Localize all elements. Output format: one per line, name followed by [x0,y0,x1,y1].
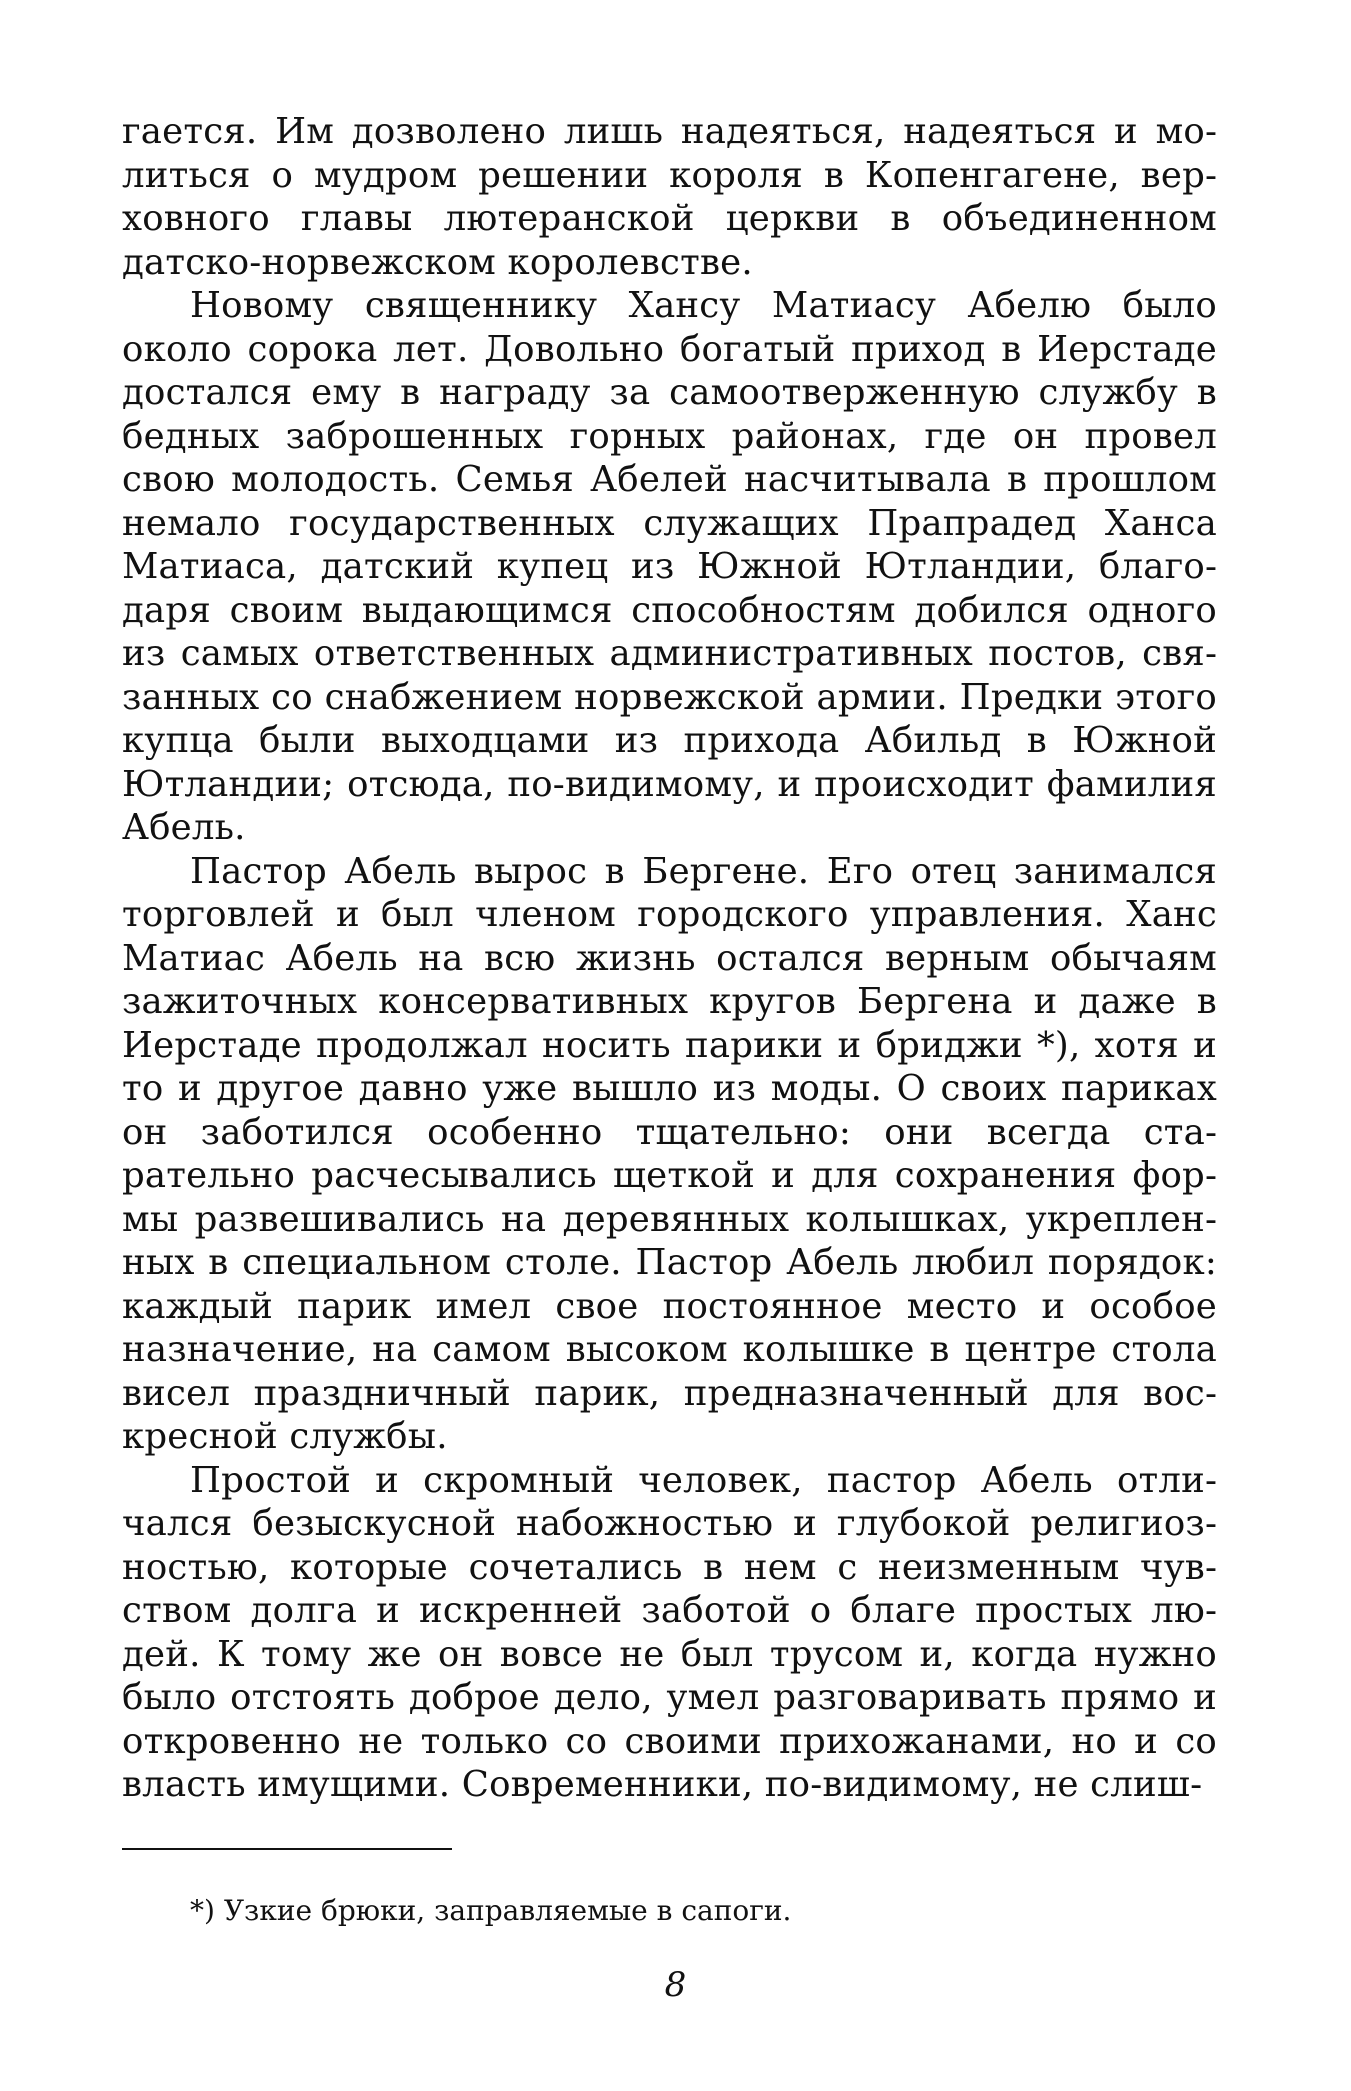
footnote: *) Узкие брюки, заправляемые в сапоги. [190,1894,792,1927]
paragraph-2: Новому священнику Хансу Матиасу Абелю было около сорока лет. Довольно богатый приход в Иерстаде достался ему в награду за самоотверженную службу в бедных заброшенных горных районах, где он провел свою молодость. Семья Абелей насчитывала в прошлом немало государственных служащих Прапрадед Ханса Матиаса, датский купец из Южной Ютландии, благодаря своим выдающимся способностям добился одного из самых ответственных административных постов, связанных со снабжением норвежской армии. Предки этого купца были выходцами из прихода Абильд в Южной Ютландии; отсюда, по-видимому, и происходит фамилия Абель. [122,285,1217,848]
footnote-divider [122,1848,452,1850]
paragraph-1: гается. Им дозволено лишь надеяться, надеяться и молиться о мудром решении короля в Копенгагене, верховного главы лютеранской церкви в объединенном датско-норвежском королевстве. [122,111,1217,283]
page-body [122,110,1217,1807]
paragraph-4: Простой и скромный человек, пастор Абель отличался безыскусной набожностью и глубокой религиозностью, которые сочетались в нем с неизменным чувством долга и искренней заботой о благе простых людей. К тому же он вовсе не был трусом и, когда нужно было отстоять доброе дело, умел разговаривать прямо и откровенно не только со своими прихожанами, но и со власть имущими. Современники, по-видимому, не слиш- [122,1459,1217,1805]
page-number: 8 [664,1965,687,2005]
paragraph-3: Пастор Абель вырос в Бергене. Его отец занимался торговлей и был членом городского управления. Ханс Матиас Абель на всю жизнь остался верным обычаям зажиточных консервативных кругов Бергена и даже в Иерстаде продолжал носить парики и бриджи *), хотя и то и другое давно уже вышло из моды. О своих париках он заботился особенно тщательно: они всегда старательно расчесывались щеткой и для сохранения формы развешивались на деревянных колышках, укрепленных в специальном столе. Пастор Абель любил порядок: каждый парик имел свое постоянное место и особое назначение, на самом высоком колышке в центре стола висел праздничный парик, предназначенный для воскресной службы. [122,850,1217,1457]
